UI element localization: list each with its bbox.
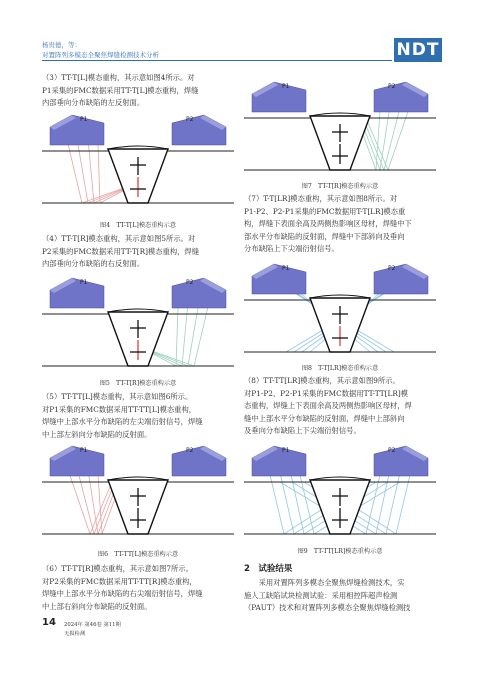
probe-p2: [374, 264, 428, 294]
text-line: 中上部左斜向分布缺陷的反射面。: [42, 429, 152, 439]
probe-p2: [172, 278, 226, 308]
probe-p1: [50, 115, 104, 145]
paragraph-8: [244, 375, 412, 438]
paragraph-5: [42, 391, 203, 441]
probe-p1: [252, 82, 306, 112]
figure-5: [42, 276, 234, 371]
text-line: 对P2采集的FMC数据采用TT-TT[R]模态重构，: [42, 576, 197, 586]
text-line: 施人工缺陷试块检测试验：采用相控阵超声检测: [244, 590, 398, 600]
figure-6: [42, 444, 234, 539]
footer-journal: 无损检测: [64, 631, 86, 637]
text-line: 内部垂向分布缺陷的右反射面。: [42, 259, 145, 268]
probe-label-p2: P2: [388, 447, 396, 454]
figure-9: [244, 444, 436, 539]
caption-figure-8: 图8 T-T[LR]模态重构示意: [301, 365, 379, 372]
text-line: 态重构，焊缝上下表面余高及两侧热影响区母材，焊: [244, 401, 412, 410]
caption-figure-6: 图6 TT-TT[L]模态重构示意: [97, 551, 179, 558]
text-line: （5）TT-TT[L]模态重构，其示意如图6所示。: [42, 392, 193, 401]
probe-p1: [252, 446, 306, 476]
figure-7: [244, 80, 436, 175]
caption-figure-4: 图4 TT-T[L]模态重构示意: [100, 222, 176, 229]
probe-label-p1: P1: [282, 265, 290, 272]
text-line: （3）TT-T[L]模态重构，其示意如图4所示。对: [42, 73, 195, 82]
paragraph-9: [244, 577, 410, 615]
text-line: （8）TT-TT[LR]模态重构，其示意如图9所示。: [244, 376, 400, 385]
caption-figure-7: 图7 TT-T[R]模态重构示意: [301, 183, 379, 190]
text-line: 对P1采集的FMC数据采用TT-TT[L]模态重构，: [42, 404, 197, 414]
text-line: P2采集的FMC数据采用TT-T[R]模态重构，焊缝: [42, 246, 200, 256]
journal-logo: NDT: [394, 38, 442, 62]
probe-p2: [374, 446, 428, 476]
probe-label-p2: P2: [186, 116, 194, 123]
probe-label-p2: P2: [186, 279, 194, 286]
figure-8: [244, 262, 436, 357]
section-heading: 2 试验结果: [244, 564, 293, 574]
text-line: 焊缝中上部水平分布缺陷的右尖端衍射信号，焊缝: [42, 589, 203, 598]
text-line: 对P1-P2、P2-P1采集的FMC数据用TT-TT[LR]模: [244, 388, 408, 398]
paragraph-3: [42, 72, 198, 110]
text-line: P1-P2、P2-P1采集的FMC数据用T-T[LR]模态重: [244, 206, 406, 216]
figure-4: [42, 113, 234, 208]
text-line: （7）T-T[LR]模态重构，其示意如图8所示。对: [244, 194, 398, 203]
probe-p2: [374, 82, 428, 112]
text-line: 缝中上部水平分布缺陷的反射面，焊缝中上部斜向: [244, 413, 405, 423]
text-line: （PAUT）技术和对置阵列多模态全聚焦焊缝检测技: [244, 603, 411, 612]
text-line: 分布缺陷上下尖端衍射信号。: [244, 244, 339, 253]
caption-figure-9: 图9 TT-TT[LR]模态重构示意: [297, 548, 383, 555]
probe-label-p1: P1: [282, 83, 290, 90]
paragraph-4: [42, 233, 199, 271]
probe-label-p1: P1: [80, 447, 88, 454]
header-authors: 杨贵德，等：: [42, 41, 81, 49]
header-title: 对置阵列多模态全聚焦焊缝检测技术分析: [42, 51, 159, 59]
footer-issue: 2024年 第46卷 第11期: [64, 622, 121, 628]
probe-p1: [50, 446, 104, 476]
text-line: 构，焊缝下表面余高及两侧热影响区母材，焊缝中下: [244, 219, 412, 228]
text-line: P1采集的FMC数据采用TT-T[L]模态重构，焊缝: [42, 85, 199, 95]
page-number: 14: [42, 617, 56, 628]
probe-p2: [172, 446, 226, 476]
probe-label-p1: P1: [80, 116, 88, 123]
probe-label-p1: P1: [80, 279, 88, 286]
text-line: 采用对置阵列多模态全聚焦焊缝检测技术，实: [244, 578, 405, 587]
probe-p1: [50, 278, 104, 308]
probe-p2: [172, 115, 226, 145]
text-line: 部水平分布缺陷的反射面，焊缝中下部斜向及垂向: [244, 231, 405, 241]
caption-figure-5: 图5 TT-T[R]模态重构示意: [99, 380, 177, 387]
probe-label-p2: P2: [388, 265, 396, 272]
header-rule: [42, 60, 392, 61]
probe-label-p2: P2: [186, 447, 194, 454]
text-line: 及垂向分布缺陷上下尖端衍射信号。: [244, 426, 361, 435]
paragraph-6: [42, 563, 203, 613]
probe-p1: [252, 264, 306, 294]
text-line: 内部垂向分布缺陷的左反射面。: [42, 98, 145, 107]
text-line: 焊缝中上部水平分布缺陷的左尖端衍射信号，焊缝: [42, 417, 203, 426]
text-line: 中上部右斜向分布缺陷的反射面。: [42, 601, 152, 611]
paragraph-7: [244, 193, 412, 256]
text-line: （4）TT-T[R]模态重构，其示意如图5所示。对: [42, 234, 196, 243]
text-line: （6）TT-TT[R]模态重构，其示意如图7所示。: [42, 564, 193, 573]
probe-label-p2: P2: [388, 83, 396, 90]
probe-label-p1: P1: [282, 447, 290, 454]
